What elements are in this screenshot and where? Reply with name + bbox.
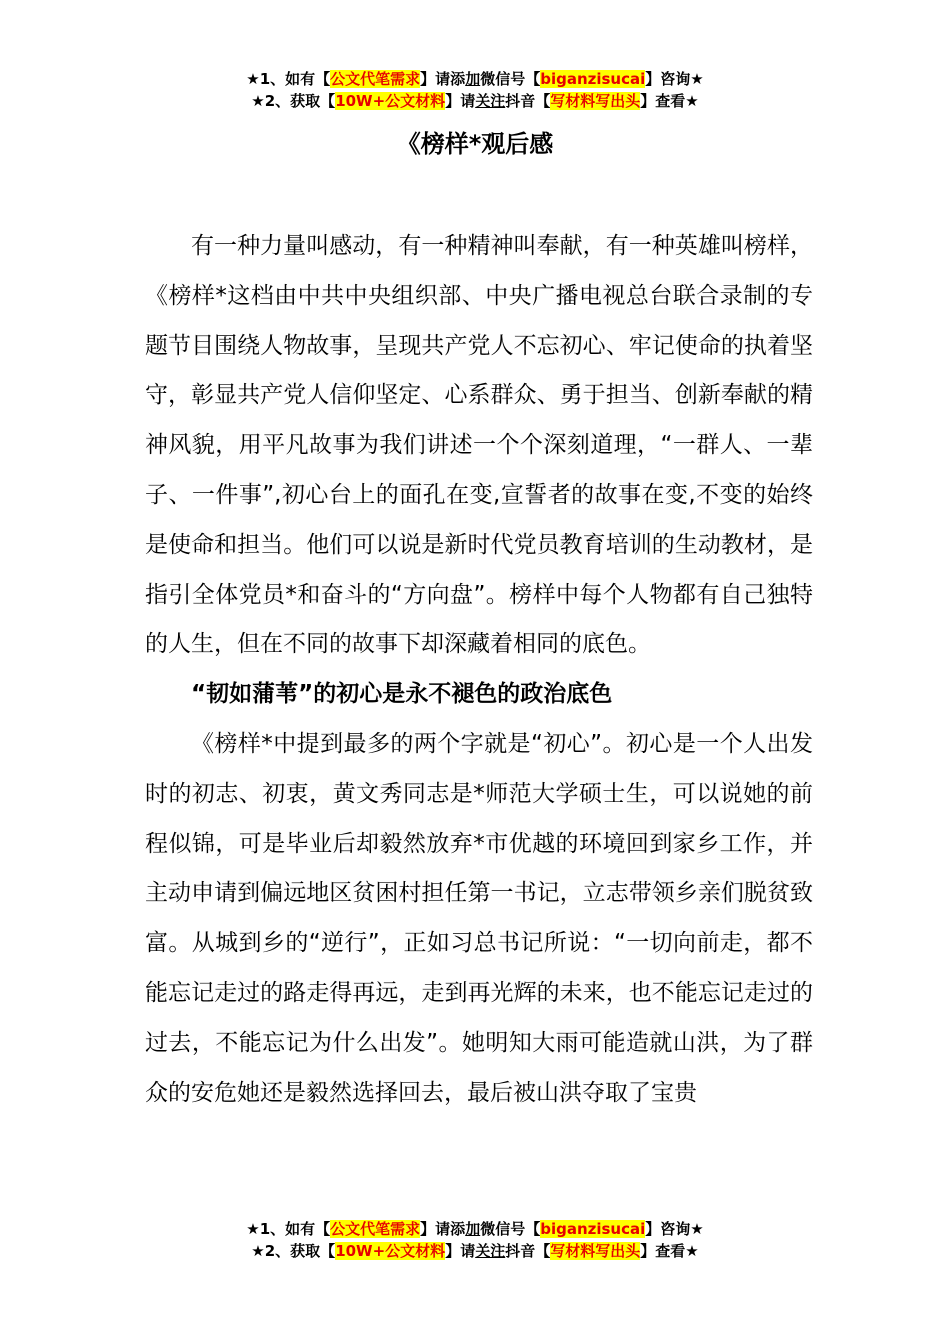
banner-text: ★1、如有【	[246, 1220, 331, 1238]
banner-line-2	[0, 1240, 950, 1262]
highlight-douyin-account: 写材料写出头	[550, 1242, 641, 1260]
header-banner	[0, 68, 950, 112]
banner-text: 】请	[445, 1242, 476, 1260]
banner-text: 】查看★	[640, 92, 699, 110]
banner-text: 】请	[445, 92, 476, 110]
highlight-douyin-account: 写材料写出头	[550, 92, 641, 110]
banner-text-underlined: 加	[465, 1220, 481, 1238]
banner-line-1	[0, 1218, 950, 1240]
banner-text: ★2、获取【	[251, 1242, 336, 1260]
banner-text-underlined: 关注	[475, 1242, 506, 1260]
highlight-wechat-id: biganzisucai	[540, 1220, 646, 1238]
highlight-ghostwriting: 公文代笔需求	[330, 70, 421, 88]
banner-text: 】咨询★	[645, 70, 704, 88]
banner-text: 微信号【	[480, 70, 541, 88]
highlight-materials: 10W+公文材料	[335, 1242, 446, 1260]
banner-text: 】请添	[420, 70, 466, 88]
highlight-ghostwriting: 公文代笔需求	[330, 1220, 421, 1238]
document-title: 《榜样*观后感	[396, 130, 554, 158]
document-body	[145, 222, 813, 1118]
banner-text: 抖音【	[505, 1242, 551, 1260]
banner-text: 】咨询★	[645, 1220, 704, 1238]
banner-text-underlined: 加	[465, 70, 481, 88]
banner-text: 微信号【	[480, 1220, 541, 1238]
paragraph-intro: 有一种力量叫感动，有一种精神叫奉献，有一种英雄叫榜样，《榜样*这档由中共中央组织部、中央广播电视总台联合录制的专题节目围绕人物故事，呈现共产党人不忘初心、牢记使命的执着坚守，彰显共产党人信仰坚定、心系群众、勇于担当、创新奉献的精神风貌，用平凡故事为我们讲述一个个深刻道理，“一群人、一辈子、一件事”,初心台上的面孔在变,宣誓者的故事在变,不变的始终是使命和担当。他们可以说是新时代党员教育培训的生动教材，是指引全体党员*和奋斗的“方向盘”。榜样中每个人物都有自己独特的人生，但在不同的故事下却深藏着相同的底色。	[145, 233, 813, 658]
paragraph-initial-aspiration: 《榜样*中提到最多的两个字就是“初心”。初心是一个人出发时的初志、初衷，黄文秀同志是*师范大学硕士生，可以说她的前程似锦，可是毕业后却毅然放弃*市优越的环境回到家乡工作，并主动申请到偏远地区贫困村担任第一书记，立志带领乡亲们脱贫致富。从城到乡的“逆行”，正如习总书记所说：“一切向前走，都不能忘记走过的路走得再远，走到再光辉的未来，也不能忘记走过的过去，不能忘记为什么出发”。她明知大雨可能造就山洪，为了群众的安危她还是毅然选择回去，最后被山洪夺取了宝贵	[145, 730, 813, 1106]
footer-banner	[0, 1218, 950, 1262]
banner-text: 】请添	[420, 1220, 466, 1238]
highlight-materials: 10W+公文材料	[335, 92, 446, 110]
banner-text: 】查看★	[640, 1242, 699, 1260]
banner-line-1	[0, 68, 950, 90]
section-heading: “韧如蒲苇”的初心是永不褪色的政治底色	[191, 681, 613, 708]
banner-text: ★2、获取【	[251, 92, 336, 110]
banner-text: 抖音【	[505, 92, 551, 110]
banner-line-2	[0, 90, 950, 112]
highlight-wechat-id: biganzisucai	[540, 70, 646, 88]
banner-text-underlined: 关注	[475, 92, 506, 110]
banner-text: ★1、如有【	[246, 70, 331, 88]
